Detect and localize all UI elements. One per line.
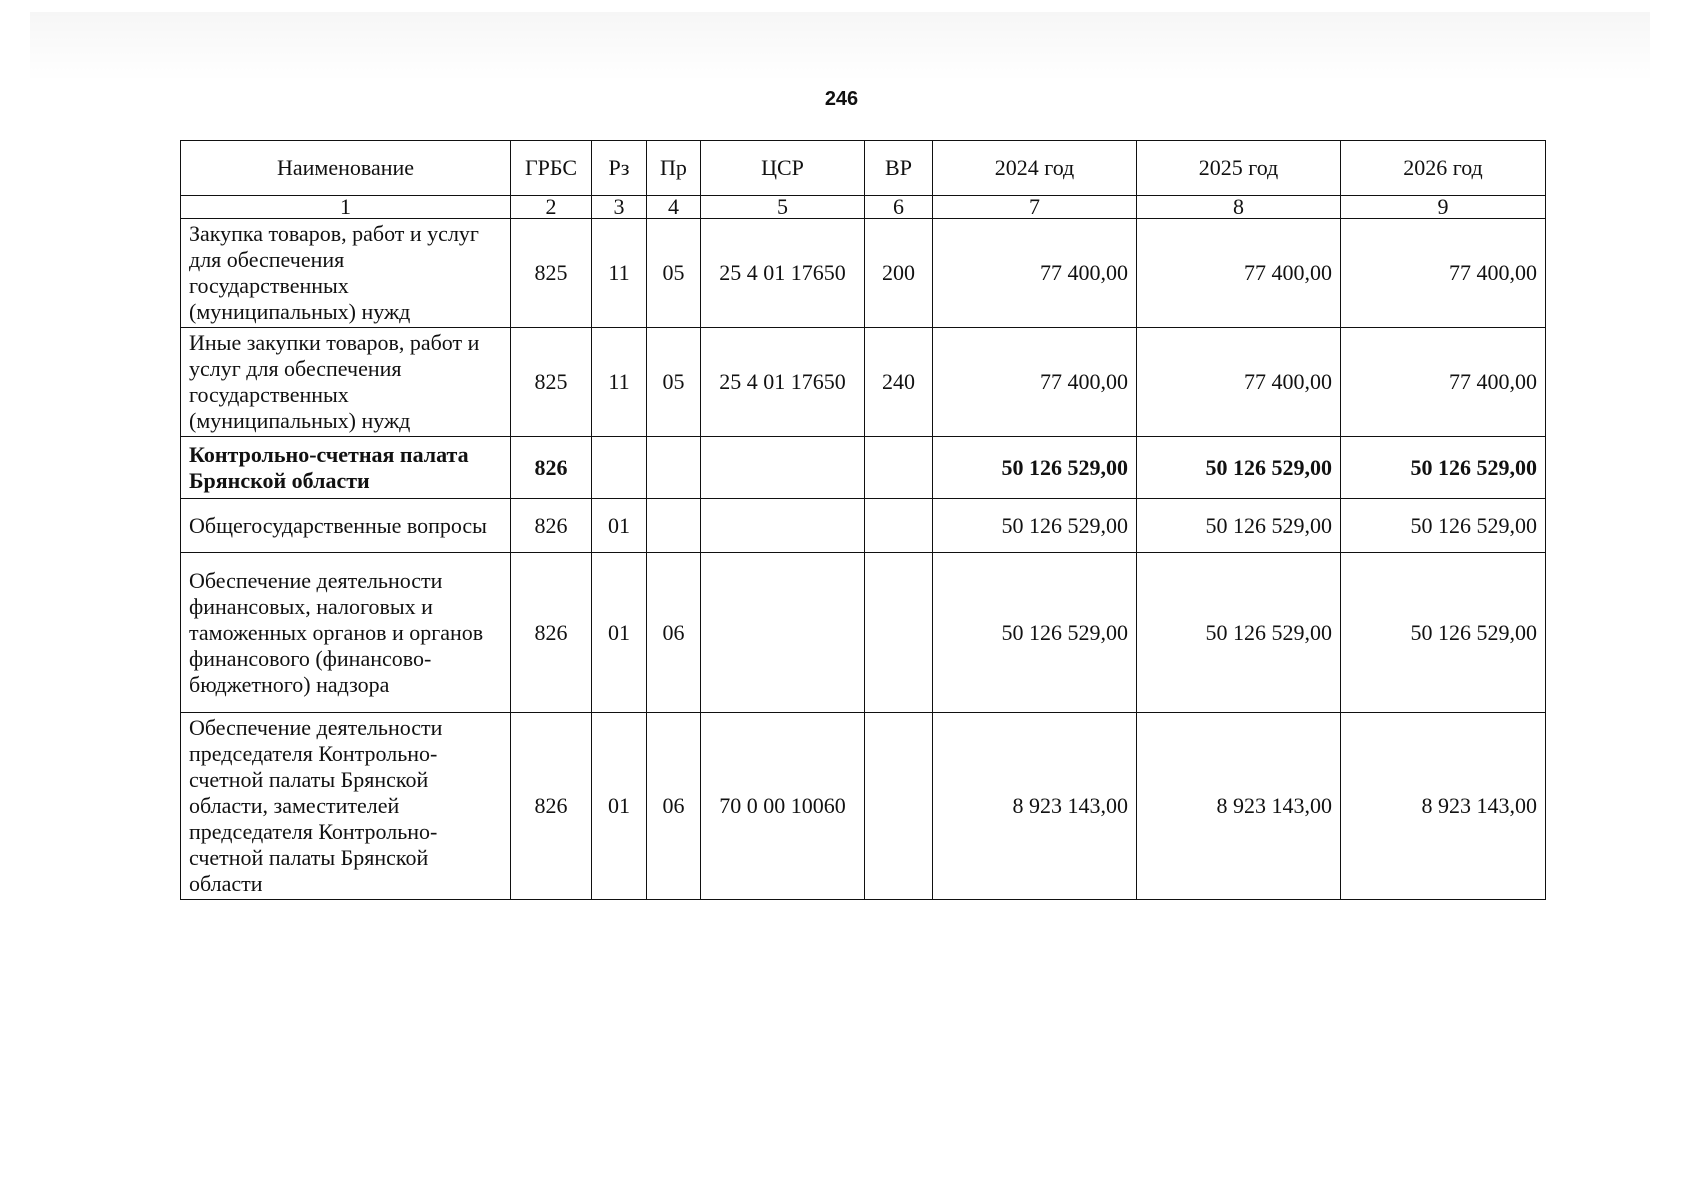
pr-cell: 06 (647, 713, 701, 900)
column-number: 6 (865, 196, 933, 219)
amount-2025-cell: 50 126 529,00 (1137, 499, 1341, 553)
amount-2026-cell: 50 126 529,00 (1341, 499, 1546, 553)
csr-cell (701, 553, 865, 713)
vr-cell (865, 713, 933, 900)
header-cell-grbs: ГРБС (511, 141, 592, 196)
amount-2024-cell: 77 400,00 (933, 328, 1137, 437)
grbs-cell: 826 (511, 499, 592, 553)
amount-2025-cell: 50 126 529,00 (1137, 553, 1341, 713)
amount-2024-cell: 50 126 529,00 (933, 553, 1137, 713)
grbs-cell: 825 (511, 219, 592, 328)
rz-cell: 01 (592, 553, 647, 713)
table-row (181, 219, 1546, 328)
column-number: 4 (647, 196, 701, 219)
row-name-cell: Обеспечение деятельности финансовых, налоговых и таможенных органов и органов финансового (финансово-бюджетного) надзора (181, 553, 511, 713)
pr-cell: 05 (647, 328, 701, 437)
rz-cell: 11 (592, 328, 647, 437)
vr-cell: 200 (865, 219, 933, 328)
pr-cell (647, 437, 701, 499)
amount-2024-cell: 50 126 529,00 (933, 437, 1137, 499)
amount-2025-cell: 50 126 529,00 (1137, 437, 1341, 499)
grbs-cell: 825 (511, 328, 592, 437)
row-name-cell: Закупка товаров, работ и услуг для обеспечения государственных (муниципальных) нужд (181, 219, 511, 328)
rz-cell (592, 437, 647, 499)
column-number: 9 (1341, 196, 1546, 219)
vr-cell (865, 437, 933, 499)
amount-2024-cell: 77 400,00 (933, 219, 1137, 328)
amount-2025-cell: 77 400,00 (1137, 219, 1341, 328)
column-number: 1 (181, 196, 511, 219)
amount-2025-cell: 77 400,00 (1137, 328, 1341, 437)
header-cell-rz: Рз (592, 141, 647, 196)
csr-cell (701, 437, 865, 499)
vr-cell (865, 499, 933, 553)
column-number-row (181, 196, 1546, 219)
scan-artifact (30, 12, 1650, 82)
header-cell-name: Наименование (181, 141, 511, 196)
amount-2026-cell: 77 400,00 (1341, 328, 1546, 437)
header-cell-2025: 2025 год (1137, 141, 1341, 196)
csr-cell: 70 0 00 10060 (701, 713, 865, 900)
header-cell-csr: ЦСР (701, 141, 865, 196)
header-cell-2026: 2026 год (1341, 141, 1546, 196)
column-number: 8 (1137, 196, 1341, 219)
grbs-cell: 826 (511, 713, 592, 900)
amount-2026-cell: 50 126 529,00 (1341, 553, 1546, 713)
rz-cell: 11 (592, 219, 647, 328)
amount-2024-cell: 50 126 529,00 (933, 499, 1137, 553)
grbs-cell: 826 (511, 553, 592, 713)
vr-cell (865, 553, 933, 713)
amount-2024-cell: 8 923 143,00 (933, 713, 1137, 900)
column-number: 7 (933, 196, 1137, 219)
table-row (181, 437, 1546, 499)
row-name-cell: Общегосударственные вопросы (181, 499, 511, 553)
column-number: 3 (592, 196, 647, 219)
amount-2026-cell: 8 923 143,00 (1341, 713, 1546, 900)
grbs-cell: 826 (511, 437, 592, 499)
vr-cell: 240 (865, 328, 933, 437)
page-number: 246 (824, 88, 859, 110)
budget-table (180, 140, 1546, 900)
header-cell-vr: ВР (865, 141, 933, 196)
header-cell-pr: Пр (647, 141, 701, 196)
rz-cell: 01 (592, 499, 647, 553)
csr-cell (701, 499, 865, 553)
amount-2026-cell: 50 126 529,00 (1341, 437, 1546, 499)
amount-2025-cell: 8 923 143,00 (1137, 713, 1341, 900)
pr-cell: 06 (647, 553, 701, 713)
table-row (181, 553, 1546, 713)
amount-2026-cell: 77 400,00 (1341, 219, 1546, 328)
row-name-cell: Контрольно-счетная палата Брянской области (181, 437, 511, 499)
pr-cell (647, 499, 701, 553)
table-row (181, 713, 1546, 900)
pr-cell: 05 (647, 219, 701, 328)
row-name-cell: Обеспечение деятельности председателя Контрольно-счетной палаты Брянской области, заместителей председателя Контрольно-счетной палаты Брянской области (181, 713, 511, 900)
row-name-cell: Иные закупки товаров, работ и услуг для обеспечения государственных (муниципальных) нужд (181, 328, 511, 437)
table-row (181, 499, 1546, 553)
header-cell-2024: 2024 год (933, 141, 1137, 196)
csr-cell: 25 4 01 17650 (701, 328, 865, 437)
column-number: 2 (511, 196, 592, 219)
table-row (181, 328, 1546, 437)
rz-cell: 01 (592, 713, 647, 900)
csr-cell: 25 4 01 17650 (701, 219, 865, 328)
header-row (181, 141, 1546, 196)
column-number: 5 (701, 196, 865, 219)
